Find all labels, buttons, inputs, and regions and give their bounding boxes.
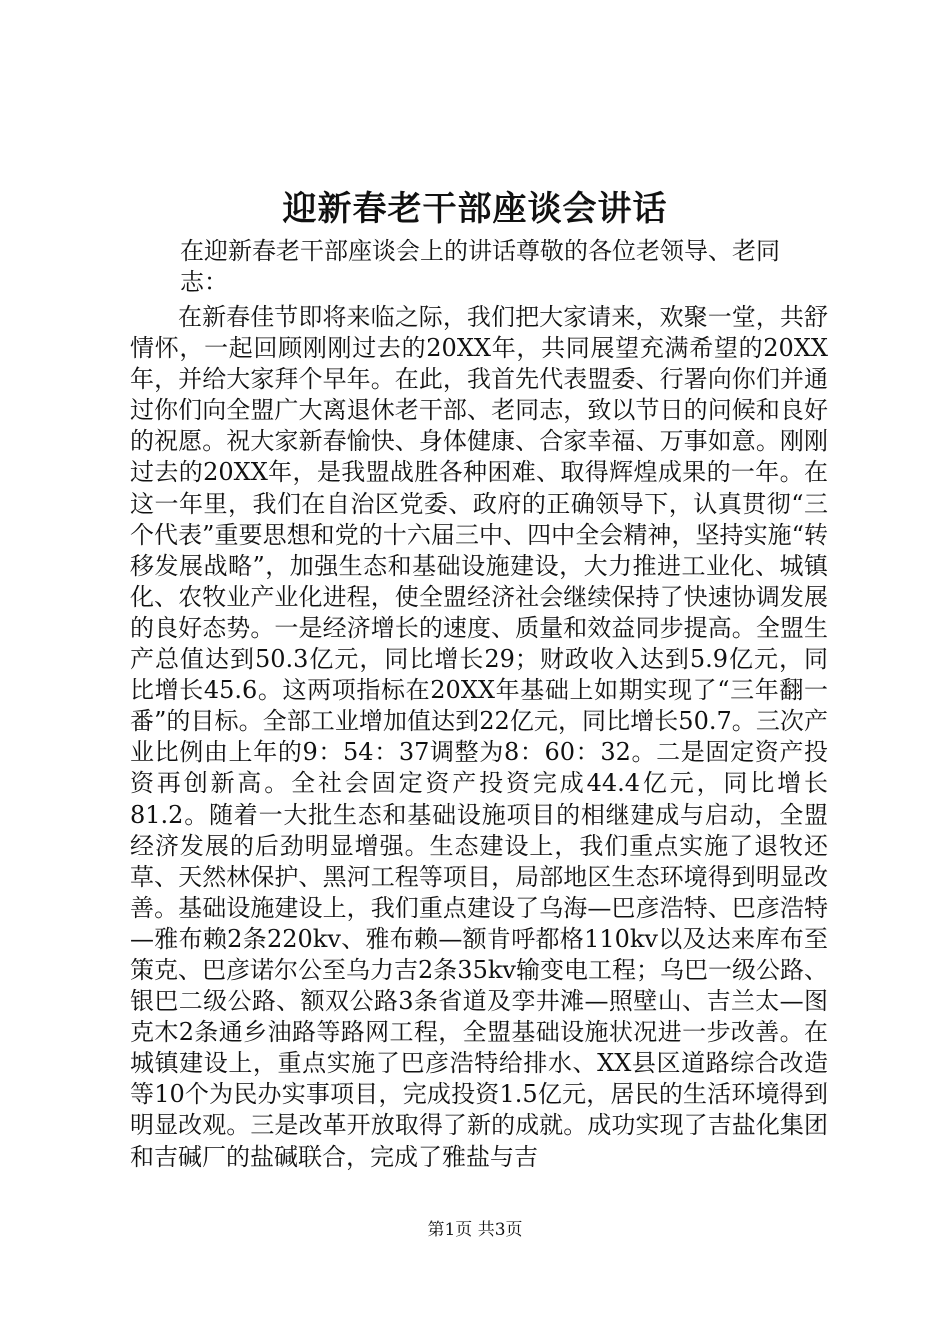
page-number-footer: 第1页 共3页 — [427, 1220, 523, 1240]
document-title: 迎新春老干部座谈会讲话 — [282, 189, 668, 229]
salutation-line: 在迎新春老干部座谈会上的讲话尊敬的各位老领导、老同志： — [180, 237, 780, 296]
body-paragraph: 在新春佳节即将来临之际，我们把大家请来，欢聚一堂，共舒情怀，一起回顾刚刚过去的20XX年，共同展望充满希望的20XX年，并给大家拜个早年。在此，我首先代表盟委、行署向你们并通过你们向全盟广大离退休老干部、老同志，致以节日的问候和良好的祝愿。祝大家新春愉快、身体健康、合家幸福、万事如意。刚刚过去的20XX年，是我盟战胜各种困难、取得辉煌成果的一年。在这一年里，我们在自治区党委、政府的正确领导下，认真贯彻“三个代表”重要思想和党的十六届三中、四中全会精神，坚持实施“转移发展战略”，加强生态和基础设施建设，大力推进工业化、城镇化、农牧业产业化进程，使全盟经济社会继续保持了快速协调发展的良好态势。一是经济增长的速度、质量和效益同步提高。全盟生产总值达到50.3亿元，同比增长29；财政收入达到5.9亿元，同比增长45.6。这两项指标在20XX年基础上如期实现了“三年翻一番”的目标。全部工业增加值达到22亿元，同比增长50.7。三次产业比例由上年的9：54：37调整为8：60：32。二是固定资产投资再创新高。全社会固定资产投资完成44.4亿元，同比增长81.2。随着一大批生态和基础设施项目的相继建成与启动，全盟经济发展的后劲明显增强。生态建设上，我们重点实施了退牧还草、天然林保护、黑河工程等项目，局部地区生态环境得到明显改善。基础设施建设上，我们重点建设了乌海—巴彦浩特、巴彦浩特—雅布赖2条220kv、雅布赖—额肯呼都格110kv以及达来库布至策克、巴彦诺尔公至乌力吉2条35kv输变电工程；乌巴一级公路、银巴二级公路、额双公路3条省道及孪井滩—照壁山、吉兰太—图克木2条通乡油路等路网工程，全盟基础设施状况进一步改善。在城镇建设上，重点实施了巴彦浩特给排水、XX县区道路综合改造等10个为民办实事项目，完成投资1.5亿元，居民的生活环境得到明显改观。三是改革开放取得了新的成就。成功实现了吉盐化集团和吉碱厂的盐碱联合，完成了雅盐与吉 — [130, 303, 828, 1171]
